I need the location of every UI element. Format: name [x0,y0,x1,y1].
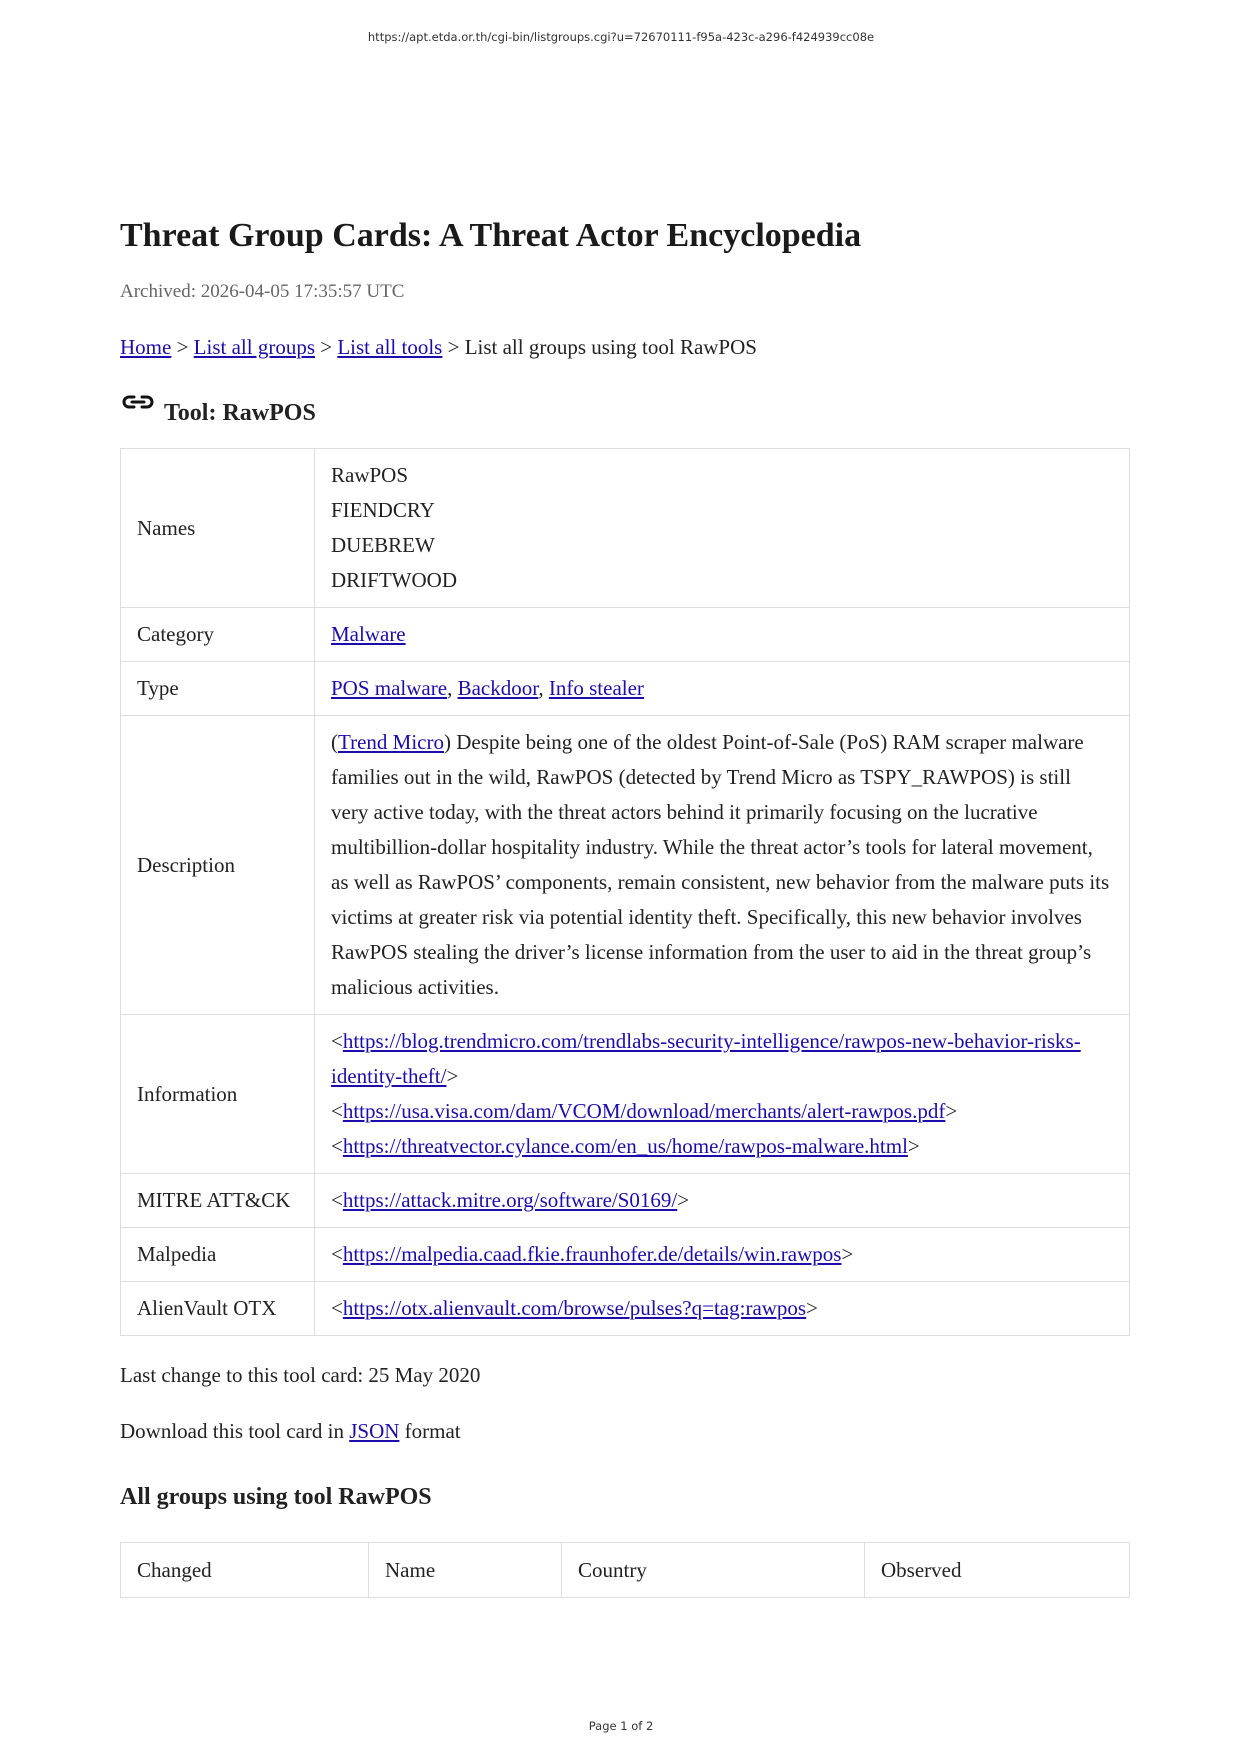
type-separator: , [538,676,544,700]
information-entry [331,1094,1113,1129]
category-link[interactable]: Malware [331,622,406,646]
angle-bracket: > [806,1296,818,1320]
type-label: Type [121,662,315,716]
name-item: FIENDCRY [331,498,435,522]
table-row [121,662,1130,716]
otx-value [315,1282,1130,1336]
information-link-trendmicro[interactable]: https://blog.trendmicro.com/trendlabs-security-intelligence/rawpos-new-behavior-risks-identity-theft/ [331,1029,1081,1088]
tool-card-table [120,448,1130,1336]
table-row [121,716,1130,1015]
name-item: RawPOS [331,463,409,487]
angle-bracket: > [677,1188,690,1212]
otx-link[interactable]: https://otx.alienvault.com/browse/pulses?q=tag:rawpos [342,1296,807,1320]
main-content [120,210,1130,1598]
names-value [315,449,1130,608]
angle-bracket: > [841,1242,854,1266]
archived-timestamp: Archived: 2026-04-05 17:35:57 UTC [120,281,405,302]
name-item: DRIFTWOOD [331,568,457,592]
groups-heading: All groups using tool RawPOS [120,1484,432,1510]
download-prefix: Download this tool card in [120,1419,344,1443]
malpedia-link[interactable]: https://malpedia.caad.fkie.fraunhofer.de/details/win.rawpos [342,1242,842,1266]
names-label: Names [121,449,315,608]
column-header-name: Name [369,1543,562,1598]
table-row [121,1174,1130,1228]
breadcrumb-separator: > [447,335,460,359]
table-header-row [121,1543,1130,1598]
angle-bracket: > [945,1099,958,1123]
table-row [121,1228,1130,1282]
category-value [315,608,1130,662]
malpedia-value [315,1228,1130,1282]
otx-label: AlienVault OTX [121,1282,315,1336]
description-text: ) Despite being one of the oldest Point-of-Sale (PoS) RAM scraper malware families out in the wild, RawPOS (detected by Trend Micro as TSPY_RAWPOS) is still very active today, with the threat actors behind it primarily focusing on the lucrative multibillion-dollar hospitality industry. While the threat actor’s tools for lateral movement, as well as RawPOS’ components, remain consistent, new behavior from the malware puts its victims at greater risk via potential identity theft. Specifically, this new behavior involves RawPOS stealing the driver’s license information from the user to aid in the threat group’s malicious activities. [331,730,1110,999]
last-change-text: Last change to this tool card: 25 May 2020 [120,1363,481,1387]
mitre-label: MITRE ATT&CK [121,1174,315,1228]
breadcrumb [120,332,1130,362]
type-separator: , [447,676,453,700]
type-link-info-stealer[interactable]: Info stealer [548,676,644,700]
information-label: Information [121,1015,315,1174]
column-header-country: Country [562,1543,865,1598]
tool-heading [120,396,1130,430]
angle-bracket: < [331,1134,343,1158]
angle-bracket: < [331,1242,343,1266]
breadcrumb-groups-link[interactable]: List all groups [193,335,315,359]
information-link-cylance[interactable]: https://threatvector.cylance.com/en_us/home/rawpos-malware.html [342,1134,908,1158]
json-download-link[interactable]: JSON [349,1419,400,1443]
breadcrumb-separator: > [320,335,333,359]
information-value [315,1015,1130,1174]
description-value [315,716,1130,1015]
angle-bracket: < [331,1029,343,1053]
angle-bracket: > [907,1134,920,1158]
type-link-pos-malware[interactable]: POS malware [331,676,448,700]
table-row [121,608,1130,662]
breadcrumb-current: List all groups using tool RawPOS [464,335,757,359]
type-value [315,662,1130,716]
breadcrumb-tools-link[interactable]: List all tools [337,335,443,359]
mitre-value [315,1174,1130,1228]
groups-table [120,1542,1130,1598]
malpedia-label: Malpedia [121,1228,315,1282]
information-link-visa[interactable]: https://usa.visa.com/dam/VCOM/download/merchants/alert-rawpos.pdf [342,1099,946,1123]
type-link-backdoor[interactable]: Backdoor [457,676,539,700]
table-row [121,1282,1130,1336]
information-entry [331,1129,1113,1164]
download-suffix: format [404,1419,461,1443]
column-header-changed: Changed [121,1543,369,1598]
link-icon [120,390,156,414]
angle-bracket: < [331,1188,343,1212]
mitre-link[interactable]: https://attack.mitre.org/software/S0169/ [342,1188,678,1212]
breadcrumb-home-link[interactable]: Home [120,335,172,359]
tool-title: Tool: RawPOS [164,400,316,426]
category-label: Category [121,608,315,662]
angle-bracket: < [331,1296,343,1320]
angle-bracket: > [446,1064,459,1088]
name-item: DUEBREW [331,533,435,557]
description-source-link[interactable]: Trend Micro [338,730,444,754]
page-footer: Page 1 of 2 [588,1719,654,1733]
breadcrumb-separator: > [176,335,189,359]
table-row [121,449,1130,608]
download-line [120,1416,1130,1446]
table-row [121,1015,1130,1174]
description-label: Description [121,716,315,1015]
information-entry [331,1024,1113,1094]
angle-bracket: < [331,1099,343,1123]
page-title: Threat Group Cards: A Threat Actor Encyclopedia [120,217,862,254]
column-header-observed: Observed [865,1543,1130,1598]
description-paren: ( [331,730,338,754]
page-url-header: https://apt.etda.or.th/cgi-bin/listgroups.cgi?u=72670111-f95a-423c-a296-f424939cc08e [367,30,875,44]
